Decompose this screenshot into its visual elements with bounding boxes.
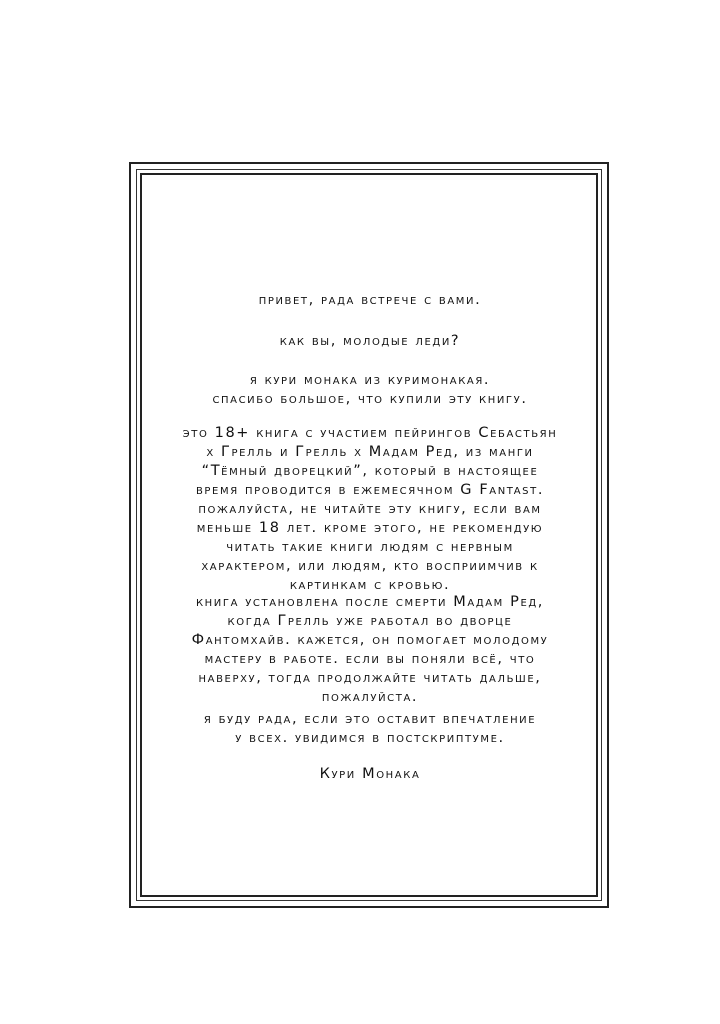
paragraph1-line-4: время проводится в ежемесячном G Fantast. — [195, 482, 545, 498]
question-line: как вы, молодые леди? — [279, 333, 461, 349]
paragraph2-line-6: пожалуйста. — [321, 689, 419, 705]
paragraph1-line-6: меньше 18 лет. кроме этого, не рекомендую — [196, 520, 544, 536]
paragraph1-line-2: х Грелль и Грелль х Мадам Ред, из манги — [206, 444, 534, 460]
intro-line-2: спасибо большое, что купили эту книгу. — [212, 391, 528, 407]
paragraph1-line-5: пожалуйста, не читайте эту книгу, если вам — [198, 501, 542, 517]
paragraph1-line-1: это 18+ книга с участием пейрингов Себастьян — [182, 425, 558, 441]
paragraph2-line-1: книга установлена после смерти Мадам Ред, — [195, 594, 545, 610]
intro-line-1: я кури монака из куримонакая. — [249, 372, 491, 388]
paragraph2-line-2: когда Грелль уже работал во дворце — [227, 613, 513, 629]
paragraph2-line-4: мастеру в работе. если вы поняли всё, что — [204, 651, 536, 667]
closing-line-1: я буду рада, если это оставит впечатление — [203, 711, 537, 727]
paragraph1-line-9: картинкам с кровью. — [289, 577, 451, 593]
paragraph1-line-8: характером, или людям, кто восприимчив к — [201, 558, 539, 574]
signature: Кури Монака — [319, 766, 421, 782]
paragraph2-line-3: Фантомхайв. кажется, он помогает молодому — [191, 632, 549, 648]
paragraph1-line-7: читать такие книги людям с нервным — [226, 539, 514, 555]
greeting-line: привет, рада встрече с вами. — [258, 292, 482, 308]
paragraph1-line-3: “Тёмный дворецкий”, который в настоящее — [201, 463, 539, 479]
closing-line-2: у всех. увидимся в постскриптуме. — [235, 730, 505, 746]
paragraph2-line-5: наверху, тогда продолжайте читать дальше, — [198, 670, 542, 686]
